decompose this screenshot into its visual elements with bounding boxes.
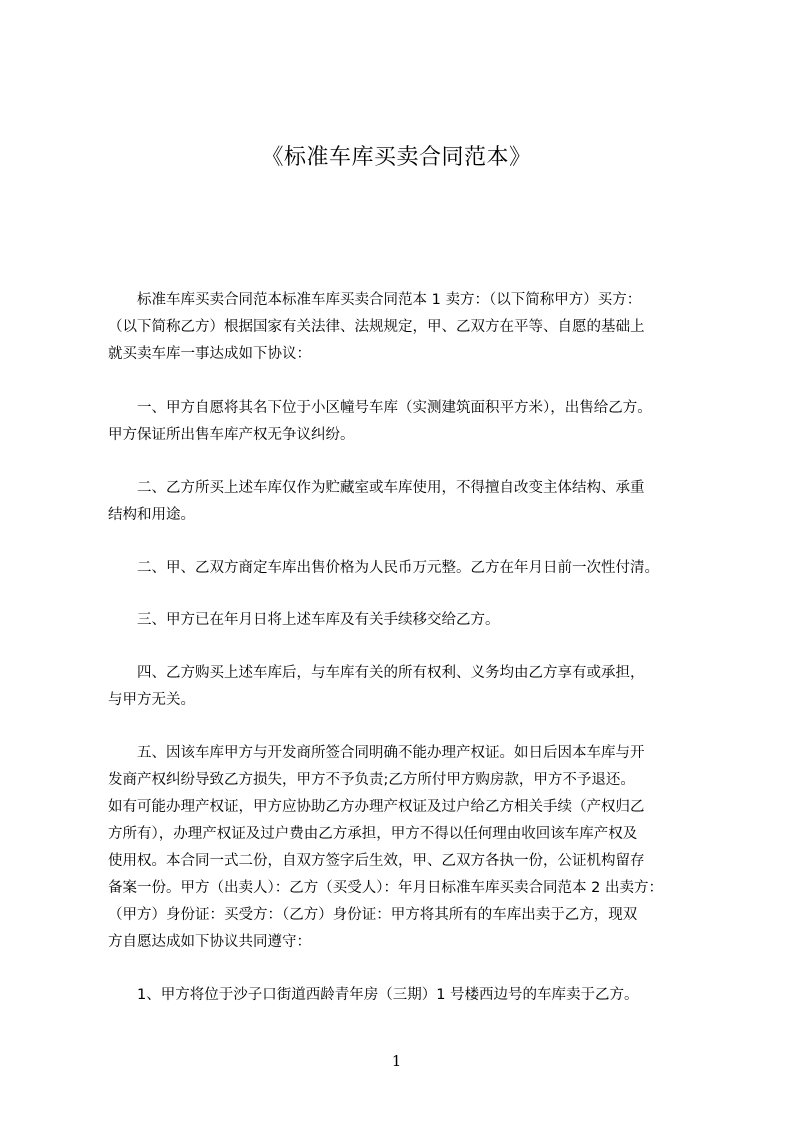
document-title: 《标准车库买卖合同范本》 (261, 145, 532, 170)
text-line: 发商产权纠纷导致乙方损失，甲方不予负责;乙方所付甲方购房款，甲方不予退还。 (108, 772, 635, 788)
text-line: 三、甲方已在年月日将上述车库及有关手续移交给乙方。 (108, 612, 500, 628)
text-line: 结构和用途。 (108, 507, 195, 523)
text-line: 方所有），办理产权证及过户费由乙方承担，甲方不得以任何理由收回该车库产权及 (108, 826, 638, 842)
paragraph-clause-3 (108, 607, 708, 634)
paragraph-intro (108, 287, 708, 368)
text-line: 与甲方无关。 (108, 692, 195, 708)
text-line: （以下简称乙方）根据国家有关法律、法规规定，甲、乙双方在平等、自愿的基础上 (108, 319, 645, 335)
paragraph-clause-price (108, 555, 708, 582)
page-number: 1 (391, 1052, 402, 1070)
text-line: 二、甲、乙双方商定车库出售价格为人民币万元整。乙方在年月日前一次性付清。 (108, 560, 659, 576)
paragraph-clause-1 (108, 395, 708, 449)
text-line: 甲方保证所出售车库产权无争议纠纷。 (108, 427, 355, 443)
text-line: 就买卖车库一事达成如下协议： (108, 346, 311, 362)
paragraph-clause-2 (108, 475, 708, 529)
text-line: 二、乙方所买上述车库仅作为贮藏室或车库使用，不得擅自改变主体结构、承重 (108, 480, 645, 496)
text-line: 使用权。本合同一式二份，自双方签字后生效，甲、乙双方各执一份，公证机构留存 (108, 853, 645, 869)
text-line: 五、因该车库甲方与开发商所签合同明确不能办理产权证。如日后因本车库与开 (108, 745, 645, 761)
text-line: （甲方）身份证：买受方：（乙方）身份证：甲方将其所有的车库出卖于乙方，现双 (108, 907, 638, 923)
text-line: 方自愿达成如下协议共同遵守： (108, 934, 311, 950)
text-line: 一、甲方自愿将其名下位于小区幢号车库（实测建筑面积平方米），出售给乙方。 (108, 400, 652, 416)
text-line: 四、乙方购买上述车库后，与车库有关的所有权利、义务均由乙方享有或承担， (108, 665, 645, 681)
paragraph-clause-5 (108, 740, 708, 956)
text-line: 1、甲方将位于沙子口街道西龄青年房（三期）1 号楼西边号的车库卖于乙方。 (108, 987, 639, 1003)
text-line: 备案一份。甲方（出卖人）：乙方（买受人）：年月日标准车库买卖合同范本 2 出卖方： (108, 880, 663, 896)
paragraph-clause-4 (108, 660, 708, 714)
text-line: 如有可能办理产权证，甲方应协助乙方办理产权证及过户给乙方相关手续（产权归乙 (108, 799, 645, 815)
text-line: 标准车库买卖合同范本标准车库买卖合同范本 1 卖方：（以下简称甲方）买方： (108, 292, 642, 308)
paragraph-item-1 (108, 982, 708, 1009)
